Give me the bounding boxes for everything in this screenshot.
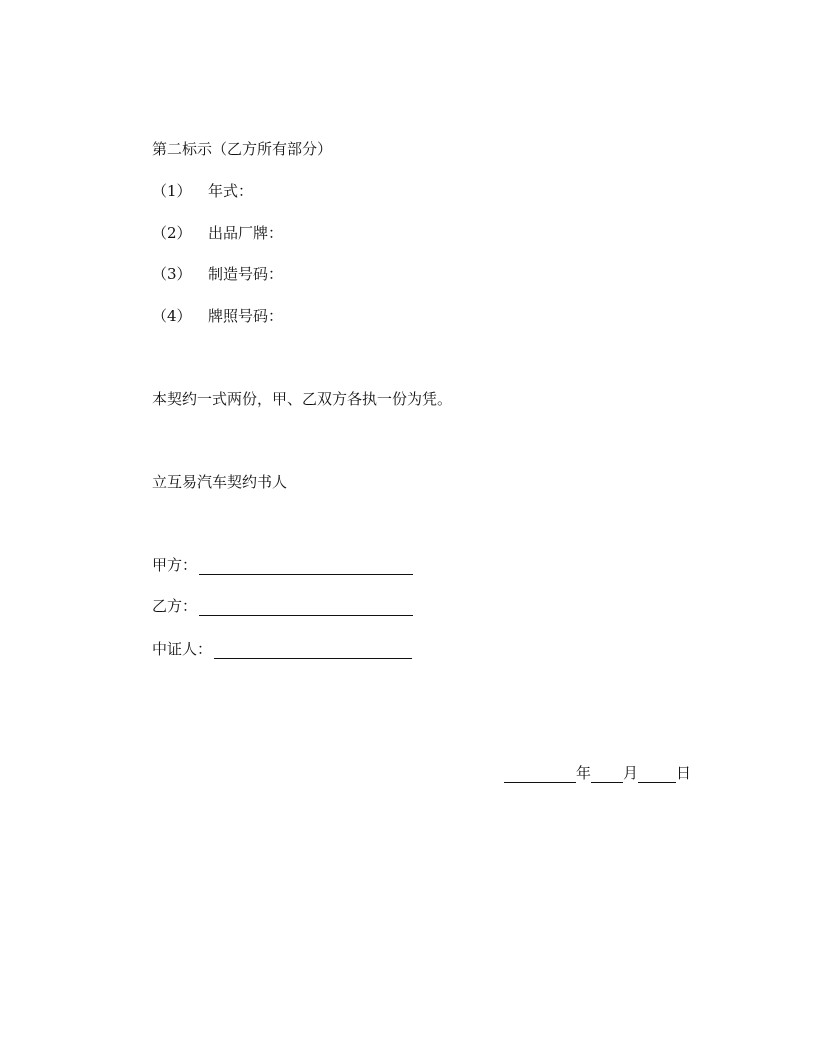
year-blank[interactable]: [504, 767, 576, 783]
item-brand: [152, 223, 283, 243]
witness-signature-line[interactable]: [214, 643, 412, 659]
day-unit: 日: [676, 764, 692, 782]
section-heading: 第二标示（乙方所有部分）: [152, 140, 333, 158]
item-number: （4）: [152, 307, 192, 325]
month-unit: 月: [623, 764, 639, 782]
party-b-signature-row: [152, 596, 413, 616]
witness-label: 中证人：: [152, 640, 213, 658]
month-blank[interactable]: [591, 767, 623, 783]
item-serial-number: [152, 264, 283, 284]
copies-statement: 本契约一式两份，甲、乙双方各执一份为凭。: [152, 390, 453, 408]
party-b-signature-line[interactable]: [199, 600, 413, 616]
item-number: （3）: [152, 265, 192, 283]
item-label: 制造号码：: [208, 265, 284, 283]
year-unit: 年: [576, 764, 592, 782]
witness-signature-row: [152, 639, 412, 659]
party-a-signature-line[interactable]: [199, 559, 413, 575]
day-blank[interactable]: [638, 767, 676, 783]
item-plate-number: [152, 306, 283, 326]
signers-title: 立互易汽车契约书人: [152, 473, 288, 491]
item-number: （2）: [152, 224, 192, 242]
item-label: 牌照号码：: [208, 307, 284, 325]
date-row: [504, 763, 691, 783]
party-b-label: 乙方：: [152, 597, 198, 615]
item-model-year: [152, 181, 253, 201]
item-label: 年式：: [208, 182, 254, 200]
item-label: 出品厂牌：: [208, 224, 284, 242]
item-number: （1）: [152, 182, 192, 200]
party-a-label: 甲方：: [152, 556, 198, 574]
party-a-signature-row: [152, 555, 413, 575]
